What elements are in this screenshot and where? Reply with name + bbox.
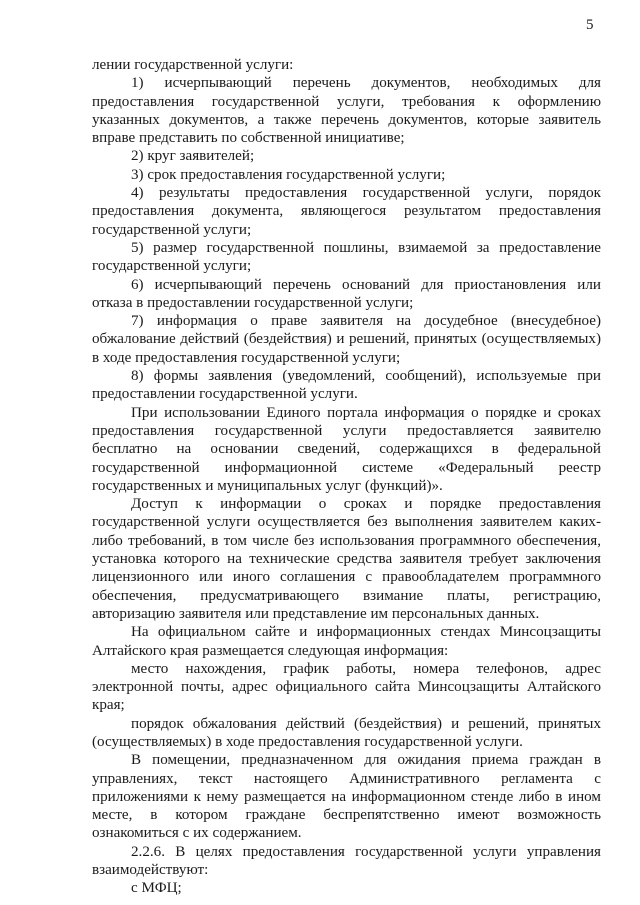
document-body — [92, 56, 601, 898]
list-item-term: 3) срок предоставления государственной услуги; — [131, 166, 446, 183]
list-item-fee: 5) размер государственной пошлины, взимаемой за предоставление государственной услуги; — [92, 239, 601, 275]
paragraph-appeal-procedure: порядок обжалования действий (бездействия) и решений, принятых (осуществляемых) в ходе предоставления государственной услуги. — [92, 715, 601, 750]
list-item-results: 4) результаты предоставления государственной услуги, порядок предоставления документа, являющегося результатом предоставления государственной услуги; — [92, 185, 601, 238]
paragraph-official-site: На официальном сайте и информационных стендах Минсоцзащиты Алтайского края размещается следующая информация: — [92, 624, 601, 659]
paragraph-premises: В помещении, предназначенном для ожидания приема граждан в управлениях, текст настоящего Административного регламента с приложениями к нему размещается на информационном стенде либо в ином месте, в котором граждане беспрепятственно имеют возможность ознакомиться с их содержанием. — [92, 752, 601, 842]
paragraph-section-2-2-6: 2.2.6. В целях предоставления государственной услуги управления взаимодействуют: — [92, 843, 601, 879]
list-item-forms: 8) формы заявления (уведомлений, сообщений), используемые при предоставлении государственной услуги. — [92, 368, 601, 403]
list-item-applicants: 2) круг заявителей; — [131, 148, 255, 165]
paragraph-location: место нахождения, график работы, номера телефонов, адрес электронной почты, адрес официального сайта Минсоцзащиты Алтайского края; — [92, 660, 601, 714]
list-item-documents: 1) исчерпывающий перечень документов, необходимых для предоставления государственной услуги, требования к оформлению указанных документов, а также перечень документов, которые заявитель вправе представить по собственной инициативе; — [92, 75, 601, 147]
list-item-appeal: 7) информация о праве заявителя на досудебное (внесудебное) обжалование действий (бездействия) и решений, принятых (осуществляемых) в ходе предоставления государственной услуги; — [92, 313, 601, 366]
paragraph-single-portal: При использовании Единого портала информация о порядке и сроках предоставления государственной услуги предоставляется заявителю бесплатно на основании сведений, содержащихся в федеральной государственной информационной системе «Федеральный реестр государственных и муниципальных услуг (функций)». — [92, 404, 601, 494]
list-item-grounds: 6) исчерпывающий перечень оснований для приостановления или отказа в предоставлении государственной услуги; — [92, 276, 601, 311]
paragraph-access: Доступ к информации о сроках и порядке предоставления государственной услуги осуществляется без выполнения заявителем каких-либо требований, в том числе без использования программного обеспечения, установка которого на технические средства заявителя требует заключения лицензионного или иного соглашения с правообладателем программного обеспечения, предусматривающего взимание платы, регистрацию, авторизацию заявителя или представление им персональных данных. — [92, 496, 601, 622]
paragraph: лении государственной услуги: — [92, 57, 294, 73]
page-number: 5 — [586, 17, 594, 33]
paragraph-mfc: с МФЦ; — [131, 880, 182, 897]
